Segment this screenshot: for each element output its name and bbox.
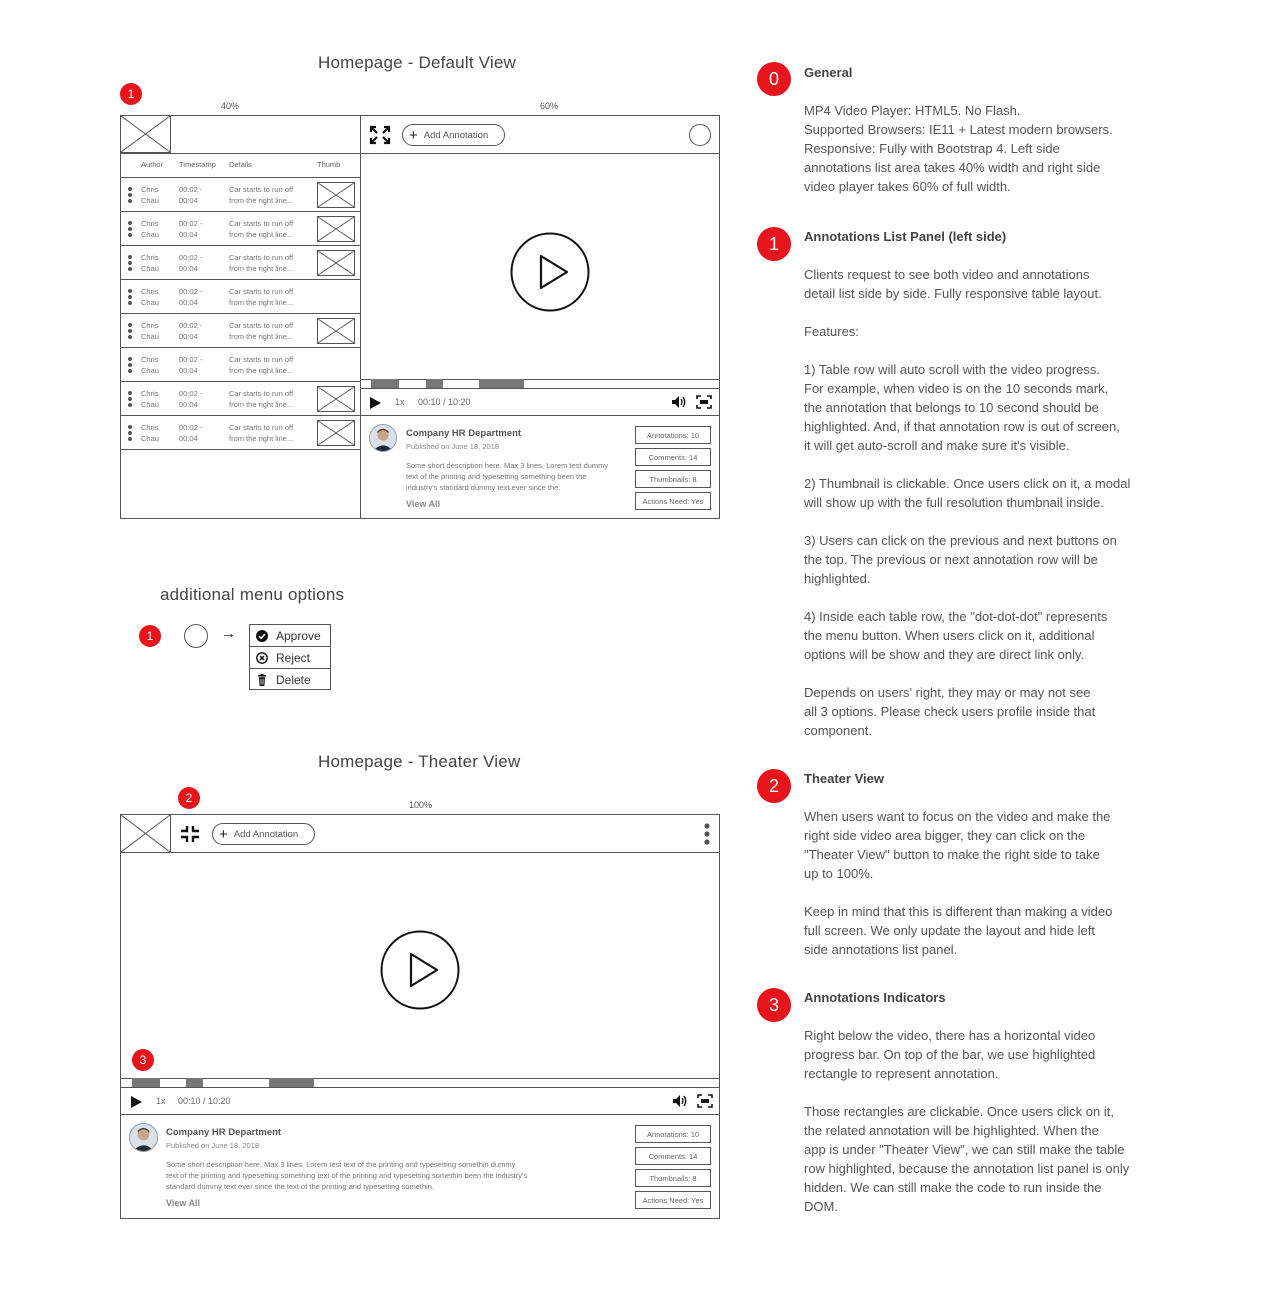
cell-author: Chris Chau xyxy=(141,185,159,205)
video-description: Some short description here. Max 3 lines. Lorem test dummy text of the printing and typesetting something been the industry's standard dummy text ever since the. xyxy=(406,461,609,492)
fullscreen-icon[interactable] xyxy=(696,395,712,409)
note-body-annotations-list xyxy=(804,265,1164,740)
cell-details: Car starts to run off from the right line... xyxy=(229,219,294,239)
cell-author: Chris Chau xyxy=(141,253,159,273)
cell-details: Car starts to run off from the right line... xyxy=(229,185,294,205)
menu-item-label: Delete xyxy=(276,673,311,687)
row-menu-icon[interactable] xyxy=(128,391,132,409)
column-thumb[interactable]: Thumb xyxy=(317,160,341,169)
row-action-menu xyxy=(249,624,331,690)
default-view-frame xyxy=(120,115,720,519)
playback-speed[interactable]: 1x xyxy=(156,1096,166,1106)
time-readout: 00:10 / 10:20 xyxy=(178,1096,231,1106)
menu-item-label: Reject xyxy=(276,650,311,665)
cell-timestamp: 00:02 - 00:04 xyxy=(179,389,203,409)
plus-icon: + xyxy=(219,825,228,843)
stat-annotations: Annotations: 10 xyxy=(635,426,711,444)
row-menu-icon[interactable] xyxy=(128,323,132,341)
more-vertical-icon[interactable] xyxy=(704,823,710,845)
column-timestamp[interactable]: Timestamp xyxy=(179,160,216,169)
cell-author: Chris Chau xyxy=(141,321,159,341)
stat-comments: Comments: 14 xyxy=(635,448,711,466)
cell-timestamp: 00:02 - 00:04 xyxy=(179,423,203,443)
add-annotation-button[interactable] xyxy=(212,823,315,845)
note-body-annotations-indicators xyxy=(804,1026,1164,1216)
add-annotation-label: Add Annotation xyxy=(233,828,299,840)
note-badge-0: 0 xyxy=(757,62,791,96)
thumbnail-placeholder[interactable] xyxy=(317,318,355,344)
exit-theater-view-icon[interactable] xyxy=(179,824,201,844)
cell-author: Chris Chau xyxy=(141,287,159,307)
play-icon[interactable] xyxy=(130,1095,142,1107)
cell-details: Car starts to run off from the right line... xyxy=(229,423,294,443)
menu-item-approve[interactable] xyxy=(250,625,330,647)
annotation-badge-1: 1 xyxy=(120,83,142,105)
add-annotation-label: Add Annotation xyxy=(423,129,489,141)
table-row[interactable] xyxy=(121,246,361,280)
stat-actions-need: Actions Need: Yes xyxy=(635,1191,711,1209)
play-icon[interactable] xyxy=(369,396,381,408)
stat-actions-need: Actions Need: Yes xyxy=(635,492,711,510)
column-author[interactable]: Author xyxy=(141,160,164,169)
trash-icon xyxy=(256,674,268,686)
plus-icon: + xyxy=(409,126,418,144)
logo-placeholder xyxy=(121,815,171,852)
logo-placeholder xyxy=(121,116,171,153)
cell-details: Car starts to run off from the right line... xyxy=(229,253,294,273)
cell-author: Chris Chau xyxy=(141,355,159,375)
right-width-label: 60% xyxy=(540,101,559,111)
cell-timestamp: 00:02 - 00:04 xyxy=(179,287,203,307)
stat-annotations: Annotations: 10 xyxy=(635,1125,711,1143)
cell-timestamp: 00:02 - 00:04 xyxy=(179,253,203,273)
note-badge-1: 1 xyxy=(757,227,791,261)
arrow-right-icon: → xyxy=(221,625,236,642)
note-badge-2: 2 xyxy=(757,769,791,803)
volume-icon[interactable] xyxy=(672,1094,688,1108)
theater-view-title: Homepage - Theater View xyxy=(318,752,521,771)
menu-item-label: Approve xyxy=(276,628,321,643)
published-date: Published on June 18, 2018 xyxy=(166,1141,259,1150)
row-menu-icon[interactable] xyxy=(128,357,132,375)
annotation-indicator[interactable] xyxy=(186,1078,203,1087)
note-paragraph: 1) Table row will auto scroll with the video progress. For example, when video is on the 10 seconds mark, the annotation that belongs to 10 second should be highlighted. And, if that annotation row is out of screen, it will get auto-scroll and make sure it's visible. xyxy=(804,362,1120,453)
note-title-general: General xyxy=(804,65,853,80)
note-paragraph: Keep in mind that this is different than making a video full screen. We only update the layout and hide left side annotations list panel. xyxy=(804,904,1113,957)
note-paragraph: Depends on users' right, they may or may not see all 3 options. Please check users profile inside that component. xyxy=(804,685,1096,738)
menu-circle-button[interactable] xyxy=(689,124,711,146)
thumbnail-placeholder[interactable] xyxy=(317,216,355,242)
play-button-large[interactable] xyxy=(380,930,460,1010)
row-menu-icon[interactable] xyxy=(128,289,132,307)
note-title-annotations-indicators: Annotations Indicators xyxy=(804,990,946,1005)
table-row[interactable] xyxy=(121,314,361,348)
column-details[interactable]: Details xyxy=(229,160,252,169)
table-row[interactable] xyxy=(121,178,361,212)
time-readout: 00:10 / 10:20 xyxy=(418,397,471,407)
note-paragraph: Right below the video, there has a horizontal video progress bar. On top of the bar, we use highlighted rectangle to represent annotation. xyxy=(804,1028,1096,1081)
published-date: Published on June 18, 2018 xyxy=(406,442,499,451)
annotation-indicator[interactable] xyxy=(371,379,399,388)
stat-comments: Comments: 14 xyxy=(635,1147,711,1165)
note-paragraph: 2) Thumbnail is clickable. Once users click on it, a modal will show up with the full resolution thumbnail inside. xyxy=(804,476,1131,510)
table-row[interactable] xyxy=(121,416,361,450)
table-row[interactable] xyxy=(121,280,361,314)
default-view-title: Homepage - Default View xyxy=(318,53,516,72)
theater-view-icon[interactable] xyxy=(369,125,391,145)
left-width-label: 40% xyxy=(221,101,240,111)
company-name[interactable]: Company HR Department xyxy=(406,428,522,439)
play-button-large[interactable] xyxy=(510,232,590,312)
note-paragraph: Clients request to see both video and annotations detail list side by side. Fully responsive table layout. xyxy=(804,267,1102,301)
table-row[interactable] xyxy=(121,382,361,416)
full-width-label: 100% xyxy=(409,800,433,810)
thumbnail-placeholder[interactable] xyxy=(317,250,355,276)
theater-view-frame xyxy=(120,814,720,1219)
volume-icon[interactable] xyxy=(671,395,687,409)
note-paragraph: 3) Users can click on the previous and next buttons on the top. The previous or next annotation row will be highlighted. xyxy=(804,533,1117,586)
cell-author: Chris Chau xyxy=(141,219,159,239)
video-panel xyxy=(361,116,719,518)
annotations-table-body xyxy=(121,178,361,478)
cell-details: Car starts to run off from the right line... xyxy=(229,355,294,375)
row-menu-icon[interactable] xyxy=(128,255,132,273)
cell-timestamp: 00:02 - 00:04 xyxy=(179,219,203,239)
add-annotation-button[interactable] xyxy=(402,124,505,146)
video-description: Some short description here. Max 3 lines. Lorem test text of the printing and typesetting somethin dummy text of the printing and typesetting something text of the printing and typesetting somethin been the industry's standard dummy text ever since the text of the printing and typesetting somethin. xyxy=(166,1160,528,1191)
row-menu-icon[interactable] xyxy=(128,425,132,443)
thumbnail-placeholder[interactable] xyxy=(317,386,355,412)
annotation-badge-2: 2 xyxy=(178,787,200,809)
note-paragraph: 4) Inside each table row, the "dot-dot-dot" represents the menu button. When users click on it, additional options will be show and they are direct link only. xyxy=(804,609,1108,662)
table-row[interactable] xyxy=(121,348,361,382)
cell-author: Chris Chau xyxy=(141,423,159,443)
menu-item-delete[interactable] xyxy=(250,669,330,691)
note-body-theater-view xyxy=(804,807,1164,959)
note-body-general xyxy=(804,101,1164,196)
cell-details: Car starts to run off from the right line... xyxy=(229,389,294,409)
stat-thumbnails: Thumbnails: 8 xyxy=(635,470,711,488)
stat-thumbnails: Thumbnails: 8 xyxy=(635,1169,711,1187)
annotation-indicator[interactable] xyxy=(132,1078,160,1087)
view-all-link[interactable]: View All xyxy=(166,1198,201,1208)
note-paragraph: When users want to focus on the video and make the right side video area bigger, they can click on the "Theater View" button to make the right side to take up to 100%. xyxy=(804,809,1111,881)
fullscreen-icon[interactable] xyxy=(697,1094,713,1108)
note-paragraph: Features: xyxy=(804,324,859,339)
note-paragraph: Those rectangles are clickable. Once users click on it, the related annotation will be highlighted. When the app is under "Theater View", we can still make the table row highlighted, because the annotation list panel is only hidden. We can still make the code to run inside the DOM. xyxy=(804,1104,1130,1214)
view-all-link[interactable]: View All xyxy=(406,499,441,509)
cell-details: Car starts to run off from the right line... xyxy=(229,287,294,307)
note-paragraph: MP4 Video Player: HTML5. No Flash. Supported Browsers: IE11 + Latest modern browsers. Responsive: Fully with Bootstrap 4. Left side annotations list area takes 40% width and right side video player takes 60% of full width. xyxy=(804,103,1113,194)
playback-speed[interactable]: 1x xyxy=(395,397,405,407)
cell-timestamp: 00:02 - 00:04 xyxy=(179,185,203,205)
company-name[interactable]: Company HR Department xyxy=(166,1127,282,1138)
cell-timestamp: 00:02 - 00:04 xyxy=(179,321,203,341)
menu-circle-button[interactable] xyxy=(184,624,208,648)
annotations-list-panel xyxy=(121,116,361,518)
row-menu-icon[interactable] xyxy=(128,187,132,205)
menu-item-reject[interactable] xyxy=(250,647,330,669)
row-menu-icon[interactable] xyxy=(128,221,132,239)
menu-options-badge: 1 xyxy=(139,625,161,647)
annotation-indicator[interactable] xyxy=(426,379,443,388)
x-circle-icon xyxy=(256,652,268,664)
cell-author: Chris Chau xyxy=(141,389,159,409)
annotation-indicator[interactable] xyxy=(269,1078,314,1087)
cell-details: Car starts to run off from the right line... xyxy=(229,321,294,341)
annotation-badge-3: 3 xyxy=(132,1049,154,1071)
note-badge-3: 3 xyxy=(757,988,791,1022)
cell-timestamp: 00:02 - 00:04 xyxy=(179,355,203,375)
avatar xyxy=(129,1123,158,1152)
note-title-theater-view: Theater View xyxy=(804,771,884,786)
check-circle-icon xyxy=(256,630,268,642)
thumbnail-placeholder[interactable] xyxy=(317,182,355,208)
avatar xyxy=(369,424,397,452)
note-title-annotations-list: Annotations List Panel (left side) xyxy=(804,229,1007,244)
table-row[interactable] xyxy=(121,212,361,246)
menu-options-title: additional menu options xyxy=(160,585,345,604)
thumbnail-placeholder[interactable] xyxy=(317,420,355,446)
annotation-indicator[interactable] xyxy=(479,379,524,388)
